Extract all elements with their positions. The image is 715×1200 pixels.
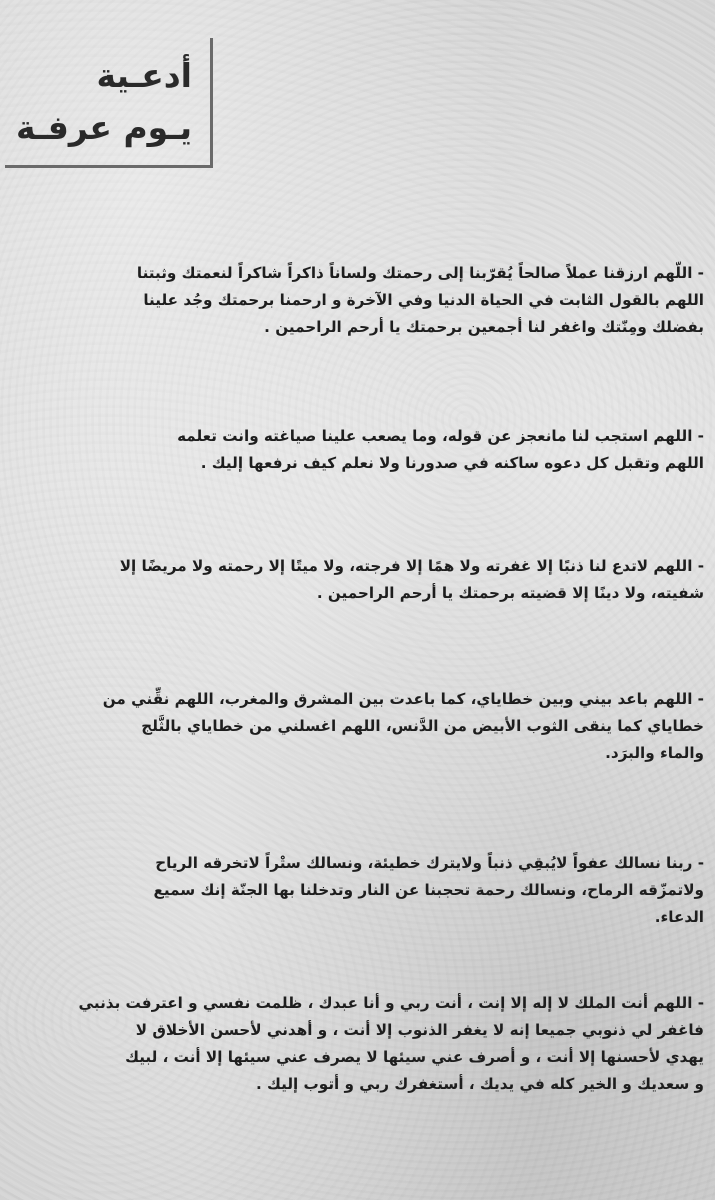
dua-line: - اللهم استجب لنا مانعجز عن قوله، وما يصعب علينا صياغته وانت تعلمه (177, 427, 704, 445)
dua-line: شفيته، ولا دينًا إلا قضيته برحمتك يا أرحم الراحمين . (316, 584, 704, 602)
dua-line: - اللهم لاتدع لنا ذنبًا إلا غفرته ولا همًا إلا فرجته، ولا ميتًا إلا رحمته ولا مريضًا إلا (119, 557, 704, 575)
dua-line: والماء والبرَد. (605, 744, 704, 762)
dua-line: - اللّهم ارزقنا عملاً صالحاً يُقرّبنا إلى رحمتك ولساناً ذاكراً شاكراً لنعمتك وثبتنا (136, 264, 704, 282)
title-line-1: أدعـية (96, 56, 192, 95)
dua-line: و سعديك و الخير كله في يديك ، أستغفرك ربي و أتوب إليك . (255, 1075, 704, 1093)
dua-line: - ربنا نسالك عفواً لايُبقِي ذنباً ولايترك خطيئة، ونسالك ستْراً لاتخرقه الرياح (155, 854, 704, 872)
dua-line: يهدي لأحسنها إلا أنت ، و أصرف عني سيئها لا يصرف عني سيئها إلا أنت ، لبيك (125, 1048, 704, 1066)
dua-paragraph-1 (28, 260, 704, 341)
dua-line: اللهم بالقول الثابت في الحياة الدنيا وفي الآخرة و ارحمنا برحمتك وجُد علينا (143, 291, 704, 309)
dua-line: فاغفر لي ذنوبي جميعا إنه لا يغفر الذنوب إلا أنت ، و أهدني لأحسن الأخلاق لا (135, 1021, 704, 1039)
dua-paragraph-4 (28, 686, 704, 767)
title-line-2: يـوم عرفـة (15, 108, 192, 147)
title-box (5, 38, 213, 168)
dua-line: - اللهم أنت الملك لا إله إلا إنت ، أنت ربي و أنا عبدك ، ظلمت نفسي و اعترفت بذنبي (78, 994, 704, 1012)
dua-paragraph-2 (28, 423, 704, 477)
dua-line: خطاياي كما ينقى الثوب الأبيض من الدَّنس، اللهم اغسلني من خطاياي بالثَّلج (141, 717, 704, 735)
dua-line: - اللهم باعد بيني وبين خطاياي، كما باعدت بين المشرق والمغرب، اللهم نقِّني من (102, 690, 704, 708)
dua-line: الدعاء. (654, 908, 704, 926)
dua-paragraph-5 (28, 850, 704, 931)
dua-line: بفضلك ومِنّتك واغفر لنا أجمعين برحمتك يا أرحم الراحمين . (264, 318, 704, 336)
dua-paragraph-3 (28, 553, 704, 607)
dua-paragraph-6 (28, 990, 704, 1098)
dua-line: اللهم وتقبل كل دعوه ساكنه في صدورنا ولا نعلم كيف نرفعها إليك . (200, 454, 704, 472)
dua-line: ولاتمزّقه الرماح، ونسالك رحمة تحجبنا عن النار وتدخلنا بها الجنّة إنك سميع (153, 881, 704, 899)
